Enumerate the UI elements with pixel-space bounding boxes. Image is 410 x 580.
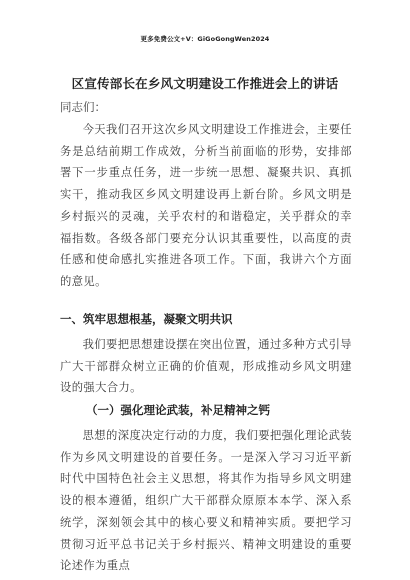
salutation: 同志们： bbox=[60, 100, 106, 114]
section-heading-1: 一、筑牢思想根基，凝聚文明共识 bbox=[60, 312, 233, 326]
intro-paragraph: 今天我们召开这次乡风文明建设工作推进会，主要任务是总结前期工作成效，分析当前面临的形势，安排部署下一步重点任务，进一步统一思想、凝聚共识、真抓实干，推动我区乡风文明建设再上新台阶。乡风文明是乡村振兴的灵魂，关乎农村的和谐稳定，关乎群众的幸福指数。各级各部门要充分认识其重要性，以高度的责任感和使命感扎实推进各项工作。下面，我讲六个方面的意见。 bbox=[60, 123, 352, 288]
subsection-heading-1: （一）强化理论武装，补足精神之钙 bbox=[86, 403, 270, 417]
header-note: 更多免费公文+V：GiGoGongWen2024 bbox=[140, 35, 270, 43]
subsection-1-paragraph: 思想的深度决定行动的力度，我们要把强化理论武装作为乡风文明建设的首要任务。一是深入学习习近平新时代中国特色社会主义思想，将其作为指导乡风文明建设的根本遵循，组织广大干部群众原原本本学、深入系统学，深刻领会其中的核心要义和精神实质。要把学习贯彻习近平总书记关于乡村振兴、精神文明建设的重要论述作为重点 bbox=[60, 429, 352, 573]
section-1-paragraph: 我们要把思想建设摆在突出位置，通过多种方式引导广大干部群众树立正确的价值观，形成推动乡风文明建设的强大合力。 bbox=[60, 338, 352, 395]
document-title: 区宣传部长在乡风文明建设工作推进会上的讲话 bbox=[71, 76, 339, 91]
